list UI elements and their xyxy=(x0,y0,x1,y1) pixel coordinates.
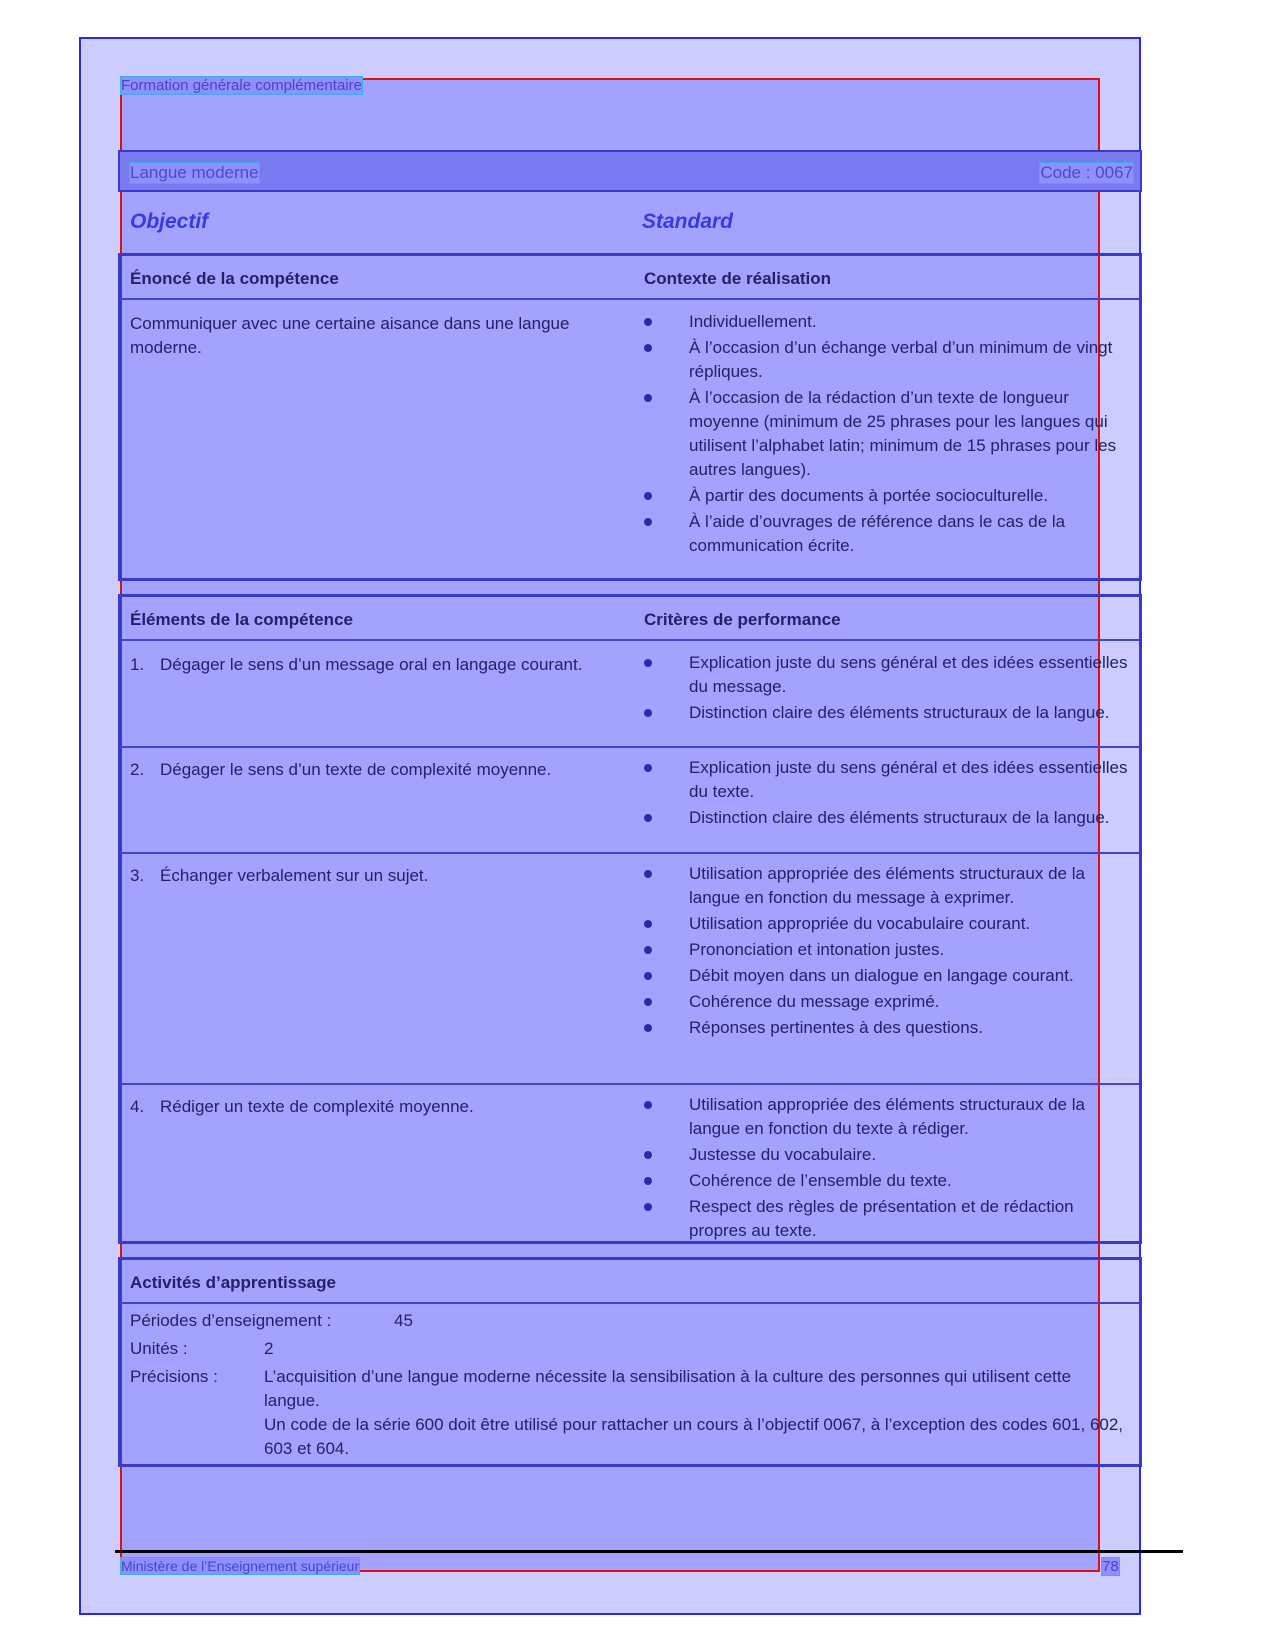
criterion-item: Utilisation appropriée des éléments structuraux de la langue en fonction du texte à rédiger. xyxy=(644,1093,1129,1141)
precision-paragraph: Un code de la série 600 doit être utilisé pour rattacher un cours à l’objectif 0067, à l’exception des codes 601, 602, 603 et 604. xyxy=(264,1415,1124,1458)
contexte-item: Individuellement. xyxy=(644,310,1129,334)
criterion-item: Utilisation appropriée des éléments structuraux de la langue en fonction du message à exprimer. xyxy=(644,862,1129,910)
page-number: 78 xyxy=(1102,1558,1119,1575)
criterion-item: Débit moyen dans un dialogue en langage courant. xyxy=(644,964,1129,988)
criteria-list-1 xyxy=(644,651,1129,727)
element-number: 3. xyxy=(130,866,145,885)
elements-header: Éléments de la compétence xyxy=(130,610,353,629)
activites-header-row xyxy=(121,1260,1139,1304)
activites-box xyxy=(118,1257,1142,1467)
element-row-1 xyxy=(130,653,610,677)
elements-header-row xyxy=(121,597,1139,641)
competence-box xyxy=(118,253,1142,581)
precisions-label: Précisions : xyxy=(130,1367,218,1386)
title-band xyxy=(118,150,1142,192)
unites-label: Unités : xyxy=(130,1339,188,1358)
element-row-3 xyxy=(130,864,610,888)
criterion-item: Cohérence du message exprimé. xyxy=(644,990,1129,1014)
contexte-item: À l’occasion d’un échange verbal d’un minimum de vingt répliques. xyxy=(644,336,1129,384)
competence-header-row xyxy=(121,256,1139,300)
element-text: Dégager le sens d’un message oral en langage courant. xyxy=(160,655,583,674)
criterion-item: Utilisation appropriée du vocabulaire courant. xyxy=(644,912,1129,936)
row-divider xyxy=(121,852,1139,854)
criterion-item: Explication juste du sens général et des idées essentielles du message. xyxy=(644,651,1129,699)
row-divider xyxy=(121,746,1139,748)
footer-ministry: Ministère de l’Enseignement supérieur xyxy=(121,1558,360,1574)
criterion-item: Distinction claire des éléments structuraux de la langue. xyxy=(644,806,1129,830)
criterion-item: Prononciation et intonation justes. xyxy=(644,938,1129,962)
contexte-header: Contexte de réalisation xyxy=(644,269,832,288)
criteria-list-2 xyxy=(644,756,1129,832)
criteria-list-3 xyxy=(644,862,1129,1042)
row-divider xyxy=(121,1083,1139,1085)
unites-value: 2 xyxy=(264,1339,274,1358)
program-header: Formation générale complémentaire xyxy=(121,77,362,94)
element-number: 4. xyxy=(130,1097,145,1116)
element-number: 1. xyxy=(130,655,145,674)
criteres-header: Critères de performance xyxy=(644,610,841,629)
contexte-list xyxy=(644,310,1129,560)
element-text: Dégager le sens d’un texte de complexité moyenne. xyxy=(160,760,552,779)
precisions-block xyxy=(264,1365,1129,1461)
criterion-item: Distinction claire des éléments structuraux de la langue. xyxy=(644,701,1129,725)
subject-title: Langue moderne xyxy=(130,163,259,182)
activites-header: Activités d’apprentissage xyxy=(130,1273,336,1292)
contexte-item: À partir des documents à portée socioculturelle. xyxy=(644,484,1129,508)
precision-paragraph: L’acquisition d’une langue moderne nécessite la sensibilisation à la culture des personnes qui utilisent cette langue. xyxy=(264,1367,1072,1410)
criterion-item: Respect des règles de présentation et de rédaction propres au texte. xyxy=(644,1195,1129,1243)
enonce-text: Communiquer avec une certaine aisance dans une langue moderne. xyxy=(130,314,570,357)
element-text: Rédiger un texte de complexité moyenne. xyxy=(160,1097,474,1116)
element-row-2 xyxy=(130,758,610,782)
criterion-item: Explication juste du sens général et des idées essentielles du texte. xyxy=(644,756,1129,804)
criterion-item: Cohérence de l’ensemble du texte. xyxy=(644,1169,1129,1193)
standard-heading: Standard xyxy=(642,210,734,233)
course-code: Code : 0067 xyxy=(1040,163,1133,182)
enonce-header: Énoncé de la compétence xyxy=(130,269,339,288)
element-number: 2. xyxy=(130,760,145,779)
element-text: Échanger verbalement sur un sujet. xyxy=(160,866,429,885)
periodes-label: Périodes d’enseignement : xyxy=(130,1311,332,1330)
contexte-item: À l’aide d’ouvrages de référence dans le cas de la communication écrite. xyxy=(644,510,1129,558)
elements-box xyxy=(118,594,1142,1244)
contexte-item: À l’occasion de la rédaction d’un texte de longueur moyenne (minimum de 25 phrases pour les langues qui utilisent l’alphabet latin; minimum de 15 phrases pour les autres langues). xyxy=(644,386,1129,482)
objectif-heading: Objectif xyxy=(130,210,209,233)
periodes-value: 45 xyxy=(394,1311,413,1330)
criterion-item: Réponses pertinentes à des questions. xyxy=(644,1016,1129,1040)
footer-rule xyxy=(115,1550,1183,1553)
criteria-list-4 xyxy=(644,1093,1129,1245)
criterion-item: Justesse du vocabulaire. xyxy=(644,1143,1129,1167)
element-row-4 xyxy=(130,1095,610,1119)
